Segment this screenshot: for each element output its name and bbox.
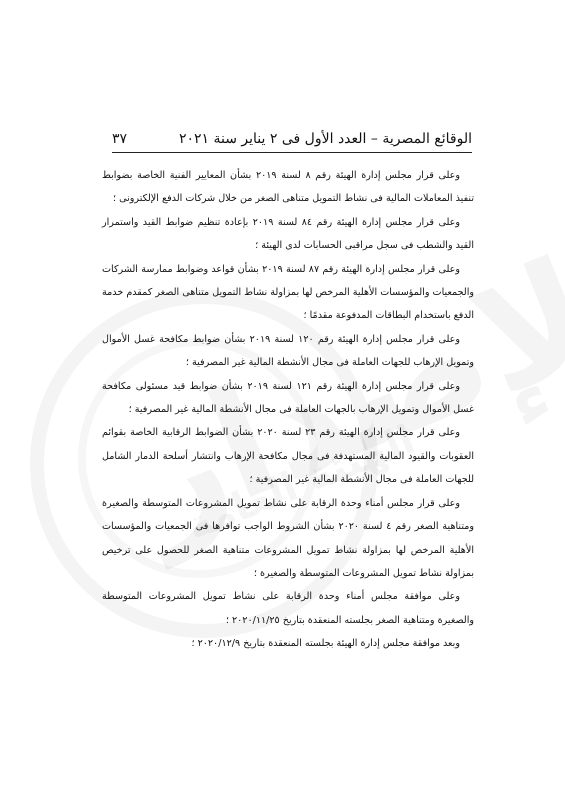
- paragraph: وعلى قرار مجلس إدارة الهيئة رقم ٨٤ لسنة ٢٠١٩ بإعادة تنظيم ضوابط القيد واستمرار القيد والشطب فى سجل مراقبى الحسابات لدى الهيئة ؛: [102, 216, 474, 252]
- page-header: [112, 131, 472, 153]
- paragraph: وعلى موافقة مجلس أمناء وحدة الرقابة على نشاط تمويل المشروعات المتوسطة والصغيرة ومتناهية الصغر بجلسته المنعقدة بتاريخ ٢٠٢٠/١١/٢٥ ؛: [102, 591, 474, 626]
- paragraph: وعلى قرار مجلس إدارة الهيئة رقم ١٢١ لسنة ٢٠١٩ بشأن ضوابط قيد مسئولى مكافحة غسل الأموال وتمويل الإرهاب بالجهات العاملة فى مجال الأنشطة المالية غير المصرفية ؛: [102, 380, 474, 416]
- paragraph: وعلى قرار مجلس أمناء وحدة الرقابة على نشاط تمويل المشروعات المتوسطة والصغيرة ومتناهية الصغر رقم ٤ لسنة ٢٠٢٠ بشأن الشروط الواجب توافرها فى الجمعيات والمؤسسات الأهلية المرخص لها بمزاولة نشاط تمويل المشروعات متناهية الصغر للحصول على ترخيص بمزاولة نشاط تمويل المشروعات المتوسطة والصغيرة ؛: [102, 497, 474, 579]
- header-title: الوقائع المصرية – العدد الأول فى ٢ يناير سنة ٢٠٢١: [178, 131, 472, 147]
- paragraph: وعلى قرار مجلس إدارة الهيئة رقم ٨ لسنة ٢٠١٩ بشأن المعايير الفنية الخاصة بضوابط تنفيذ المعاملات المالية فى نشاط التمويل متناهى الصغر من خلال شركات الدفع الإلكترونى ؛: [102, 170, 474, 205]
- document-body: [102, 164, 474, 656]
- paragraph: وعلى قرار مجلس إدارة الهيئة رقم ١٢٠ لسنة ٢٠١٩ بشأن ضوابط مكافحة غسل الأموال وتمويل الإرهاب للجهات العاملة فى مجال الأنشطة المالية غير المصرفية ؛: [102, 333, 474, 369]
- paragraph: وعلى قرار مجلس إدارة الهيئة رقم ٢٣ لسنة ٢٠٢٠ بشأن الضوابط الرقابية الخاصة بقوائم العقوبات والقيود المالية المستهدفة فى مجال مكافحة الإرهاب وانتشار أسلحة الدمار الشامل للجهات العاملة فى مجال الأنشطة المالية غير المصرفية ؛: [102, 427, 474, 486]
- header-divider: [112, 152, 472, 153]
- paragraph: وبعد موافقة مجلس إدارة الهيئة بجلسته المنعقدة بتاريخ ٢٠٢٠/١٢/٩ ؛: [191, 638, 460, 650]
- paragraph: وعلى قرار مجلس إدارة الهيئة رقم ٨٧ لسنة ٢٠١٩ بشأن قواعد وضوابط ممارسة الشركات والجمعيات والمؤسسات الأهلية المرخص لها بمزاولة نشاط التمويل متناهى الصغر كمقدم خدمة الدفع باستخدام البطاقات المدفوعة مقدمًا ؛: [102, 263, 474, 322]
- page-number: ٣٧: [112, 131, 128, 147]
